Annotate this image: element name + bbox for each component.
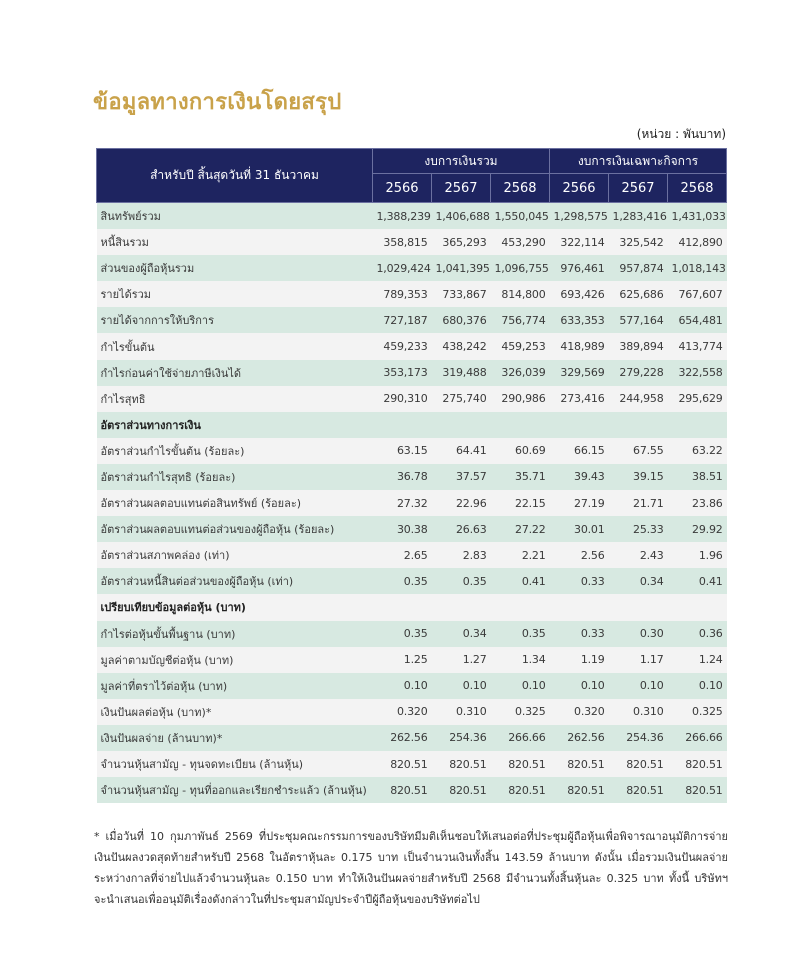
year-header: 2568 [668, 174, 727, 203]
value-cell: 1.96 [668, 542, 727, 568]
value-cell: 38.51 [668, 464, 727, 490]
value-cell: 957,874 [609, 255, 668, 281]
value-cell: 353,173 [373, 360, 432, 386]
value-cell: 0.35 [491, 621, 550, 647]
row-label: กำไรขั้นต้น [97, 333, 373, 359]
year-header: 2567 [609, 174, 668, 203]
value-cell [373, 594, 432, 620]
value-cell: 0.10 [432, 673, 491, 699]
table-row [97, 386, 727, 412]
row-label: อัตราส่วนกำไรขั้นต้น (ร้อยละ) [97, 438, 373, 464]
value-cell: 25.33 [609, 516, 668, 542]
value-cell: 820.51 [668, 751, 727, 777]
value-cell: 2.56 [550, 542, 609, 568]
value-cell: 389,894 [609, 333, 668, 359]
section-header-row [97, 412, 727, 438]
table-row [97, 777, 727, 803]
value-cell [668, 412, 727, 438]
value-cell: 0.35 [432, 568, 491, 594]
value-cell: 0.41 [668, 568, 727, 594]
table-row [97, 333, 727, 359]
value-cell: 1,431,033 [668, 203, 727, 230]
value-cell: 2.43 [609, 542, 668, 568]
table-row [97, 673, 727, 699]
value-cell: 266.66 [491, 725, 550, 751]
value-cell: 820.51 [609, 777, 668, 803]
year-header: 2567 [432, 174, 491, 203]
value-cell: 2.65 [373, 542, 432, 568]
value-cell [609, 412, 668, 438]
value-cell: 254.36 [609, 725, 668, 751]
page-title: ข้อมูลทางการเงินโดยสรุป [93, 90, 342, 115]
value-cell [432, 594, 491, 620]
table-row [97, 464, 727, 490]
table-row [97, 229, 727, 255]
value-cell: 756,774 [491, 307, 550, 333]
value-cell: 0.33 [550, 568, 609, 594]
row-label: กำไรสุทธิ [97, 386, 373, 412]
value-cell: 0.33 [550, 621, 609, 647]
value-cell: 1.17 [609, 647, 668, 673]
value-cell: 1.27 [432, 647, 491, 673]
value-cell: 358,815 [373, 229, 432, 255]
financial-summary-table [96, 148, 727, 803]
value-cell: 63.15 [373, 438, 432, 464]
value-cell [550, 412, 609, 438]
value-cell: 820.51 [373, 751, 432, 777]
value-cell: 820.51 [373, 777, 432, 803]
value-cell: 625,686 [609, 281, 668, 307]
row-label: จำนวนหุ้นสามัญ - ทุนที่ออกและเรียกชำระแล้ว (ล้านหุ้น) [97, 777, 373, 803]
row-label: เงินปันผลต่อหุ้น (บาท)* [97, 699, 373, 725]
row-label: เงินปันผลจ่าย (ล้านบาท)* [97, 725, 373, 751]
value-cell: 820.51 [491, 751, 550, 777]
value-cell [432, 412, 491, 438]
value-cell: 577,164 [609, 307, 668, 333]
row-label: รายได้รวม [97, 281, 373, 307]
value-cell: 325,542 [609, 229, 668, 255]
value-cell: 275,740 [432, 386, 491, 412]
value-cell: 27.19 [550, 490, 609, 516]
table-row [97, 516, 727, 542]
row-label: อัตราส่วนผลตอบแทนต่อส่วนของผู้ถือหุ้น (ร้อยละ) [97, 516, 373, 542]
value-cell: 0.10 [491, 673, 550, 699]
value-cell: 63.22 [668, 438, 727, 464]
value-cell: 814,800 [491, 281, 550, 307]
value-cell: 1,388,239 [373, 203, 432, 230]
value-cell: 23.86 [668, 490, 727, 516]
section-label: เปรียบเทียบข้อมูลต่อหุ้น (บาท) [97, 594, 373, 620]
year-header: 2566 [550, 174, 609, 203]
value-cell: 820.51 [432, 751, 491, 777]
row-label: มูลค่าที่ตราไว้ต่อหุ้น (บาท) [97, 673, 373, 699]
value-cell: 262.56 [373, 725, 432, 751]
value-cell: 1,550,045 [491, 203, 550, 230]
value-cell: 459,233 [373, 333, 432, 359]
value-cell: 254.36 [432, 725, 491, 751]
value-cell: 319,488 [432, 360, 491, 386]
value-cell: 266.66 [668, 725, 727, 751]
footnote: * เมื่อวันที่ 10 กุมภาพันธ์ 2569 ที่ประชุมคณะกรรมการของบริษัทมีมติเห็นชอบให้เสนอต่อที่ประชุมผู้ถือหุ้นเพื่อพิจารณาอนุมัติการจ่ายเงินปันผลงวดสุดท้ายสำหรับปี 2568 ในอัตราหุ้นละ 0.175 บาท เป็นจำนวนเงินทั้งสิ้น 143.59 ล้านบาท ดังนั้น เมื่อรวมเงินปันผลจ่ายระหว่างกาลที่จ่ายไปแล้วจำนวนหุ้นละ 0.150 บาท ทำให้เงินปันผลจ่ายสำหรับปี 2568 มีจำนวนทั้งสิ้นหุ้นละ 0.325 บาท ทั้งนี้ บริษัทฯ จะนำเสนอเพื่ออนุมัติเรื่องดังกล่าวในที่ประชุมสามัญประจำปีผู้ถือหุ้นของบริษัทต่อไป [94, 830, 728, 906]
value-cell: 413,774 [668, 333, 727, 359]
value-cell: 67.55 [609, 438, 668, 464]
table-row [97, 699, 727, 725]
value-cell: 0.10 [668, 673, 727, 699]
group-header-consolidated: งบการเงินรวม [373, 149, 550, 174]
value-cell: 820.51 [609, 751, 668, 777]
value-cell: 60.69 [491, 438, 550, 464]
value-cell: 290,310 [373, 386, 432, 412]
section-header-row [97, 594, 727, 620]
value-cell: 329,569 [550, 360, 609, 386]
row-label: อัตราส่วนสภาพคล่อง (เท่า) [97, 542, 373, 568]
value-cell: 459,253 [491, 333, 550, 359]
value-cell: 27.32 [373, 490, 432, 516]
table-row [97, 438, 727, 464]
value-cell: 976,461 [550, 255, 609, 281]
value-cell: 30.01 [550, 516, 609, 542]
corner-header: สำหรับปี สิ้นสุดวันที่ 31 ธันวาคม [97, 149, 373, 203]
value-cell: 0.10 [609, 673, 668, 699]
value-cell: 35.71 [491, 464, 550, 490]
value-cell: 326,039 [491, 360, 550, 386]
table-row [97, 568, 727, 594]
value-cell: 1,029,424 [373, 255, 432, 281]
value-cell: 66.15 [550, 438, 609, 464]
table-row [97, 281, 727, 307]
value-cell: 1,018,143 [668, 255, 727, 281]
table-row [97, 725, 727, 751]
value-cell: 39.43 [550, 464, 609, 490]
value-cell: 727,187 [373, 307, 432, 333]
value-cell: 26.63 [432, 516, 491, 542]
value-cell: 0.310 [432, 699, 491, 725]
table-row [97, 490, 727, 516]
value-cell: 64.41 [432, 438, 491, 464]
value-cell: 29.92 [668, 516, 727, 542]
value-cell: 1.25 [373, 647, 432, 673]
value-cell: 0.320 [373, 699, 432, 725]
row-label: อัตราส่วนผลตอบแทนต่อสินทรัพย์ (ร้อยละ) [97, 490, 373, 516]
section-label: อัตราส่วนทางการเงิน [97, 412, 373, 438]
value-cell: 295,629 [668, 386, 727, 412]
value-cell: 39.15 [609, 464, 668, 490]
value-cell: 633,353 [550, 307, 609, 333]
table-row [97, 751, 727, 777]
row-label: ส่วนของผู้ถือหุ้นรวม [97, 255, 373, 281]
value-cell: 2.21 [491, 542, 550, 568]
table-row [97, 647, 727, 673]
value-cell: 767,607 [668, 281, 727, 307]
value-cell: 1.34 [491, 647, 550, 673]
row-label: มูลค่าตามบัญชีต่อหุ้น (บาท) [97, 647, 373, 673]
value-cell: 322,114 [550, 229, 609, 255]
value-cell: 820.51 [668, 777, 727, 803]
value-cell: 0.34 [609, 568, 668, 594]
value-cell: 290,986 [491, 386, 550, 412]
value-cell: 244,958 [609, 386, 668, 412]
value-cell: 0.35 [373, 568, 432, 594]
value-cell: 693,426 [550, 281, 609, 307]
table-body [97, 203, 727, 804]
table-row [97, 255, 727, 281]
value-cell [609, 594, 668, 620]
value-cell: 820.51 [550, 777, 609, 803]
value-cell: 0.310 [609, 699, 668, 725]
value-cell: 30.38 [373, 516, 432, 542]
value-cell [373, 412, 432, 438]
row-label: กำไรต่อหุ้นขั้นพื้นฐาน (บาท) [97, 621, 373, 647]
table-row [97, 307, 727, 333]
value-cell: 789,353 [373, 281, 432, 307]
value-cell: 1,283,416 [609, 203, 668, 230]
value-cell: 22.15 [491, 490, 550, 516]
value-cell: 262.56 [550, 725, 609, 751]
value-cell: 1,041,395 [432, 255, 491, 281]
value-cell: 21.71 [609, 490, 668, 516]
value-cell [550, 594, 609, 620]
value-cell: 0.34 [432, 621, 491, 647]
unit-label: (หน่วย : พันบาท) [636, 127, 726, 141]
value-cell: 273,416 [550, 386, 609, 412]
year-header: 2568 [491, 174, 550, 203]
value-cell [491, 412, 550, 438]
value-cell: 412,890 [668, 229, 727, 255]
value-cell: 37.57 [432, 464, 491, 490]
value-cell: 22.96 [432, 490, 491, 516]
value-cell: 365,293 [432, 229, 491, 255]
value-cell: 0.35 [373, 621, 432, 647]
value-cell: 279,228 [609, 360, 668, 386]
row-label: กำไรก่อนค่าใช้จ่ายภาษีเงินได้ [97, 360, 373, 386]
row-label: อัตราส่วนหนี้สินต่อส่วนของผู้ถือหุ้น (เท่า) [97, 568, 373, 594]
value-cell: 0.325 [491, 699, 550, 725]
value-cell: 654,481 [668, 307, 727, 333]
value-cell: 733,867 [432, 281, 491, 307]
value-cell: 1.19 [550, 647, 609, 673]
row-label: รายได้จากการให้บริการ [97, 307, 373, 333]
value-cell: 453,290 [491, 229, 550, 255]
value-cell: 0.41 [491, 568, 550, 594]
group-header-separate: งบการเงินเฉพาะกิจการ [550, 149, 727, 174]
value-cell: 1.24 [668, 647, 727, 673]
row-label: จำนวนหุ้นสามัญ - ทุนจดทะเบียน (ล้านหุ้น) [97, 751, 373, 777]
value-cell: 27.22 [491, 516, 550, 542]
year-header: 2566 [373, 174, 432, 203]
value-cell: 1,298,575 [550, 203, 609, 230]
value-cell: 1,406,688 [432, 203, 491, 230]
value-cell: 0.320 [550, 699, 609, 725]
row-label: หนี้สินรวม [97, 229, 373, 255]
value-cell: 820.51 [432, 777, 491, 803]
row-label: สินทรัพย์รวม [97, 203, 373, 230]
value-cell: 418,989 [550, 333, 609, 359]
table-row [97, 203, 727, 230]
table-row [97, 621, 727, 647]
table-row [97, 542, 727, 568]
value-cell: 36.78 [373, 464, 432, 490]
value-cell: 0.10 [373, 673, 432, 699]
table-row [97, 360, 727, 386]
value-cell: 820.51 [491, 777, 550, 803]
value-cell: 0.10 [550, 673, 609, 699]
row-label: อัตราส่วนกำไรสุทธิ (ร้อยละ) [97, 464, 373, 490]
value-cell: 2.83 [432, 542, 491, 568]
value-cell: 322,558 [668, 360, 727, 386]
value-cell: 0.36 [668, 621, 727, 647]
value-cell [668, 594, 727, 620]
value-cell: 438,242 [432, 333, 491, 359]
value-cell: 820.51 [550, 751, 609, 777]
value-cell: 0.325 [668, 699, 727, 725]
value-cell [491, 594, 550, 620]
value-cell: 0.30 [609, 621, 668, 647]
value-cell: 1,096,755 [491, 255, 550, 281]
value-cell: 680,376 [432, 307, 491, 333]
